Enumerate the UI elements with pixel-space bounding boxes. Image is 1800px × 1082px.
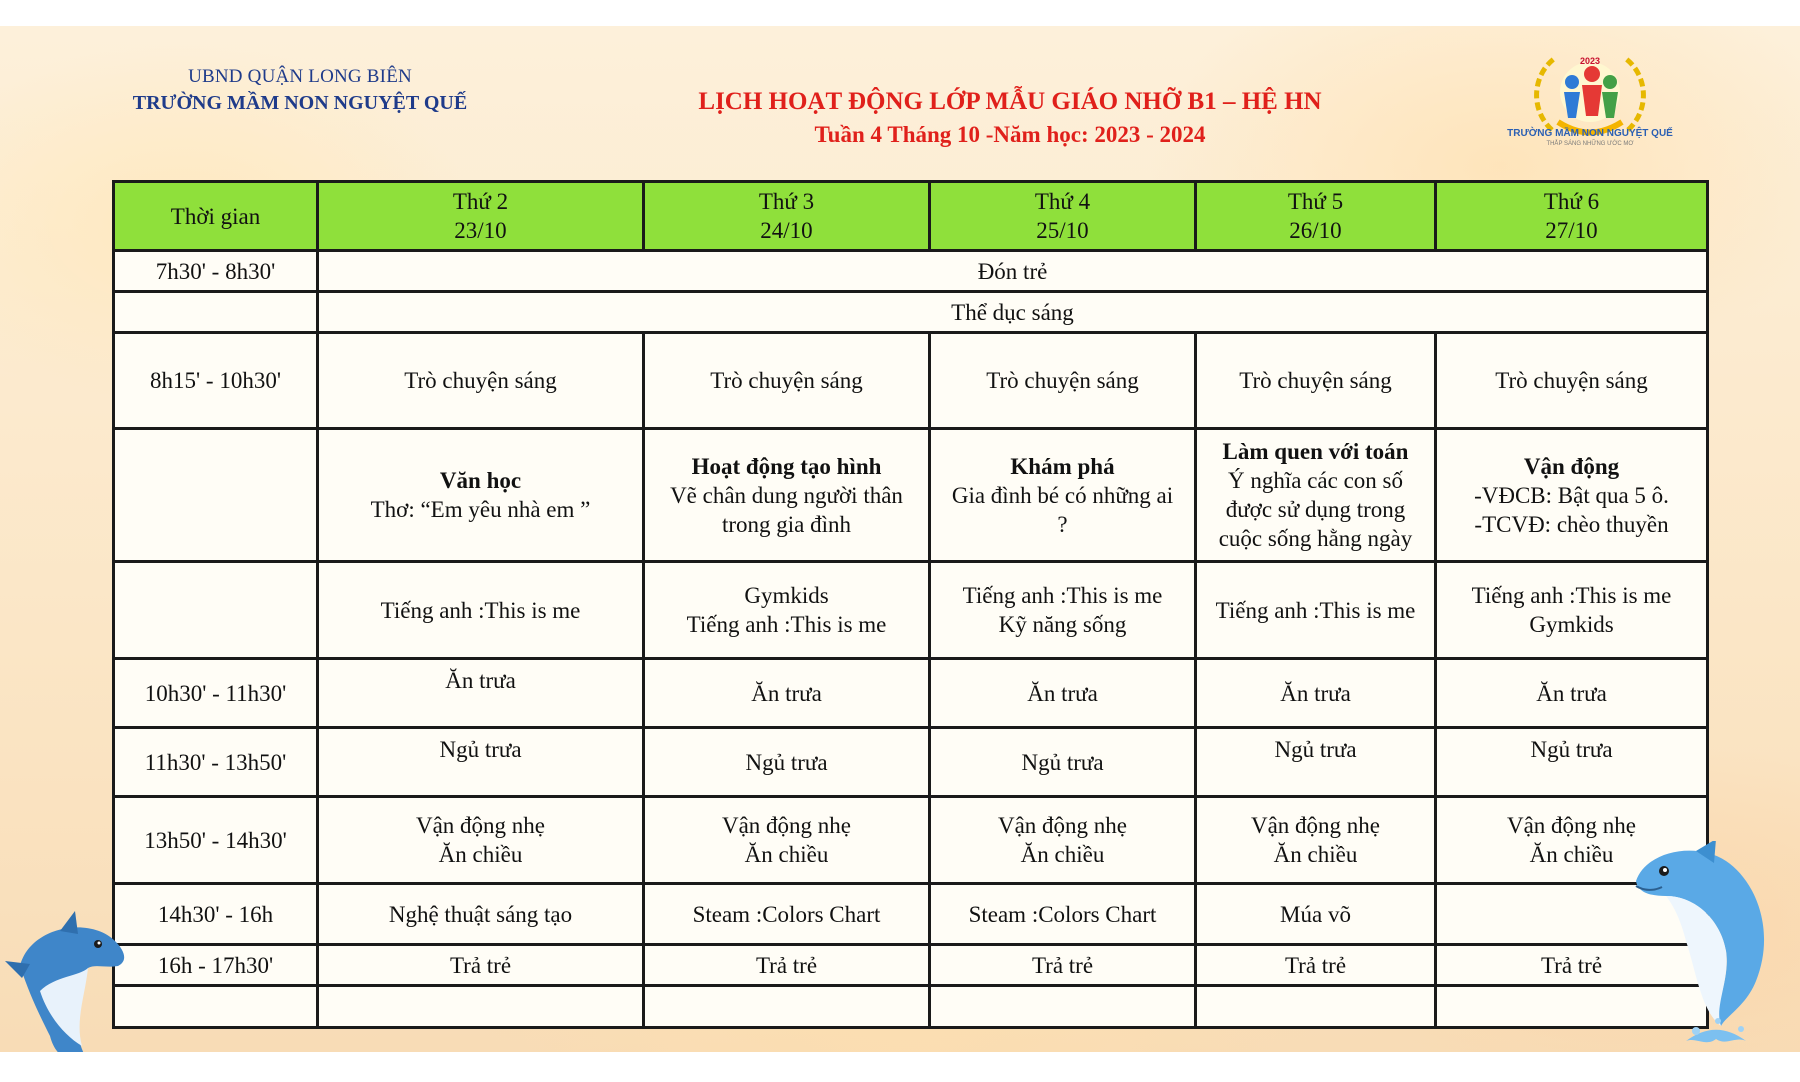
time-cell: 7h30' - 8h30' [114,251,318,292]
activity-detail: được sử dụng trong [1225,497,1406,522]
activity-cell: Vận động nhẹ Ăn chiều [318,797,644,884]
table-row [114,659,1708,728]
activity-cell: Trò chuyện sáng [644,333,930,429]
activity-cell [644,986,930,1028]
activity-detail: Vẽ chân dung người thân [670,482,903,508]
logo-year: 2023 [1579,56,1601,66]
activity-cell [1196,429,1436,562]
activity-cell: Trò chuyện sáng [1436,333,1708,429]
dolphin-icon [0,906,135,1052]
activity-cell: Vận động nhẹ Ăn chiều [1196,797,1436,884]
activity-cell: Tiếng anh :This is me Kỹ năng sống [930,562,1196,659]
table-row [114,251,1708,292]
activity-cell: Ăn trưa [1436,659,1708,728]
activity-cell: Nghệ thuật sáng tạo [318,884,644,945]
day-header-thu: Thứ 5 26/10 [1196,182,1436,251]
schedule-table [112,180,1709,1029]
activity-cell-all-days: Thể dục sáng [318,292,1708,333]
time-cell: 13h50' - 14h30' [114,797,318,884]
table-row [114,333,1708,429]
activity-cell: Trả trẻ [318,945,644,986]
activity-title: Làm quen với toán [1222,439,1409,464]
activity-cell: Ngủ trưa [1436,728,1708,797]
activity-detail: -TCVĐ: chèo thuyền [1474,511,1669,537]
activity-cell [318,429,644,562]
time-cell: 14h30' - 16h [114,884,318,945]
day-header-wed: Thứ 4 25/10 [930,182,1196,251]
activity-cell: Trả trẻ [930,945,1196,986]
activity-cell: Ăn trưa [1196,659,1436,728]
activity-cell: Ngủ trưa [644,728,930,797]
activity-title: Văn học [439,468,522,493]
activity-detail: Thơ: “Em yêu nhà em ” [370,497,591,522]
activity-cell: Trò chuyện sáng [1196,333,1436,429]
activity-cell: Ngủ trưa [1196,728,1436,797]
activity-cell: Ăn trưa [318,659,644,728]
activity-cell: Steam :Colors Chart [930,884,1196,945]
activity-detail: Gia đình bé có những ai [951,482,1174,508]
table-row [114,797,1708,884]
activity-cell: Steam :Colors Chart [644,884,930,945]
table-row [114,562,1708,659]
day-header-fri: Thứ 6 27/10 [1436,182,1708,251]
activity-cell [1436,429,1708,562]
table-row [114,292,1708,333]
activity-cell: Trò chuyện sáng [930,333,1196,429]
day-header-mon: Thứ 2 23/10 [318,182,644,251]
activity-detail: trong gia đình [721,511,852,537]
page-subtitle: Tuần 4 Tháng 10 -Năm học: 2023 - 2024 [814,122,1206,147]
activity-cell-all-days: Đón trẻ [318,251,1708,292]
activity-cell [930,986,1196,1028]
table-row [114,986,1708,1028]
activity-detail: Ý nghĩa các con số [1228,468,1403,493]
title-block [460,88,1560,148]
activity-cell: Vận động nhẹ Ăn chiều [930,797,1196,884]
table-header-row [114,182,1708,251]
time-cell: 11h30' - 13h50' [114,728,318,797]
table-row [114,429,1708,562]
table-row [114,728,1708,797]
activity-cell: Ăn trưa [930,659,1196,728]
page-title: LỊCH HOẠT ĐỘNG LỚP MẪU GIÁO NHỠ B1 – HỆ HN [698,88,1322,115]
activity-cell: Múa võ [1196,884,1436,945]
activity-title: Vận động [1523,453,1620,479]
day-header-tue: Thứ 3 24/10 [644,182,930,251]
activity-cell: Trả trẻ [1436,945,1708,986]
school-header [100,66,500,115]
time-column-header: Thời gian [114,182,318,251]
activity-cell: Gymkids Tiếng anh :This is me [644,562,930,659]
school-logo-icon [1500,40,1680,170]
activity-detail: -VĐCB: Bật qua 5 ô. [1474,482,1669,508]
time-cell [114,429,318,562]
time-cell [114,562,318,659]
activity-cell [644,429,930,562]
activity-cell [318,986,644,1028]
activity-cell: Vận động nhẹ Ăn chiều [1436,797,1708,884]
activity-cell: Trò chuyện sáng [318,333,644,429]
time-cell [114,292,318,333]
time-cell: 8h15' - 10h30' [114,333,318,429]
school-name: TRƯỜNG MẦM NON NGUYỆT QUẾ [132,92,468,114]
activity-cell: Trả trẻ [644,945,930,986]
activity-detail: cuộc sống hằng ngày [1218,526,1413,551]
activity-cell: Ngủ trưa [930,728,1196,797]
table-row [114,884,1708,945]
activity-cell: Trả trẻ [1196,945,1436,986]
activity-cell: Ăn trưa [644,659,930,728]
district-name: UBND QUẬN LONG BIÊN [188,66,412,87]
time-cell: 16h - 17h30' [114,945,318,986]
time-cell: 10h30' - 11h30' [114,659,318,728]
activity-cell: Tiếng anh :This is me [1196,562,1436,659]
logo-tagline: THẮP SÁNG NHỮNG ƯỚC MƠ [1546,141,1634,147]
logo-caption: TRƯỜNG MẦM NON NGUYỆT QUẾ [1507,128,1673,139]
activity-detail: ? [1057,511,1068,537]
dolphin-icon [1626,841,1800,1052]
activity-title: Khám phá [1010,453,1115,479]
schedule-slide [0,26,1800,1052]
activity-cell: Vận động nhẹ Ăn chiều [644,797,930,884]
activity-cell: Tiếng anh :This is me [318,562,644,659]
table-row [114,945,1708,986]
activity-cell [930,429,1196,562]
activity-cell: Ngủ trưa [318,728,644,797]
activity-cell: Tiếng anh :This is me Gymkids [1436,562,1708,659]
time-cell [114,986,318,1028]
activity-cell [1196,986,1436,1028]
activity-title: Hoạt động tạo hình [691,453,882,479]
